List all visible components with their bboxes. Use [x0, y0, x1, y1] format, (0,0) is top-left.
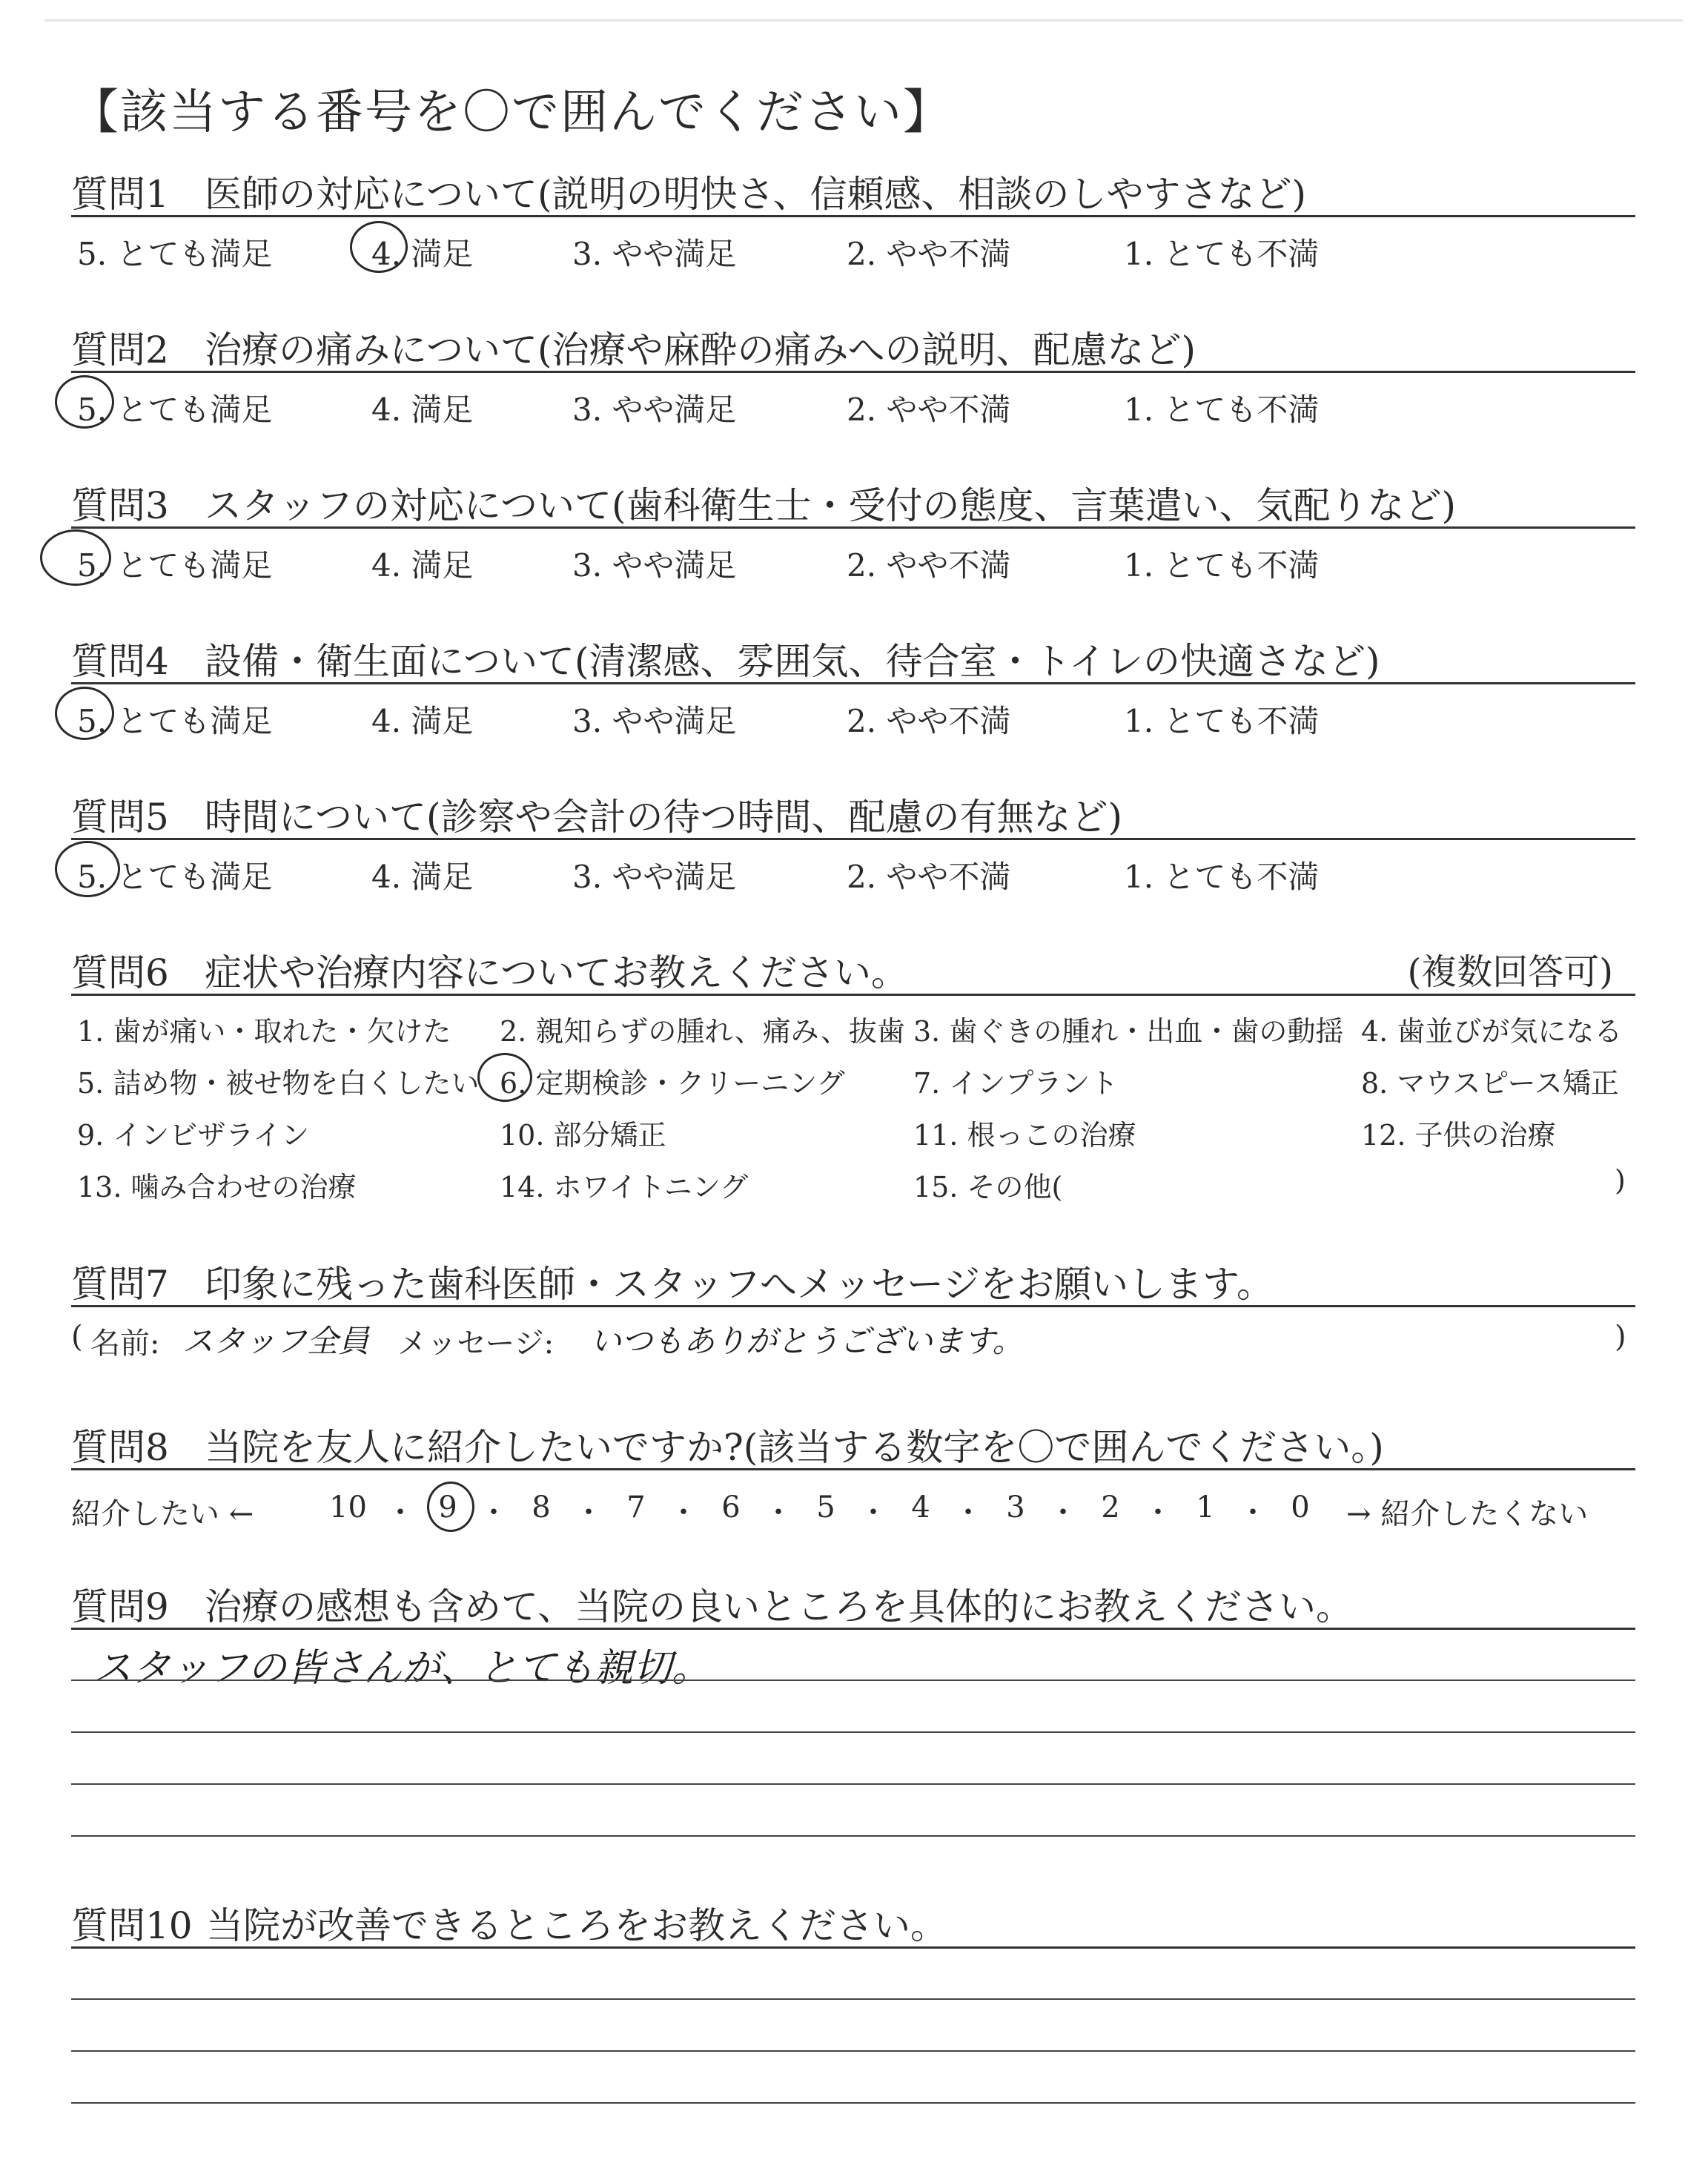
- q6-option-9[interactable]: 9. インビザライン: [77, 1119, 310, 1152]
- q6-option-11[interactable]: 11. 根っこの治療: [913, 1119, 1136, 1152]
- q4-option-3[interactable]: 3. やや満足: [572, 703, 737, 739]
- question-2-text: 治療の痛みについて(治療や麻酔の痛みへの説明、配慮など): [205, 328, 1196, 371]
- question-6-text: 症状や治療内容についてお教えください。: [205, 951, 908, 994]
- q3-option-5[interactable]: 5. とても満足: [77, 547, 273, 584]
- q4-option-1[interactable]: 1. とても不満: [1124, 703, 1320, 739]
- top-border: [44, 19, 1683, 22]
- q7-name-value[interactable]: スタッフ全員: [182, 1323, 370, 1359]
- q5-option-3[interactable]: 3. やや満足: [572, 859, 737, 895]
- q8-scale-8[interactable]: 8: [532, 1490, 551, 1525]
- question-10-text: 当院が改善できるところをお教えください。: [206, 1904, 947, 1947]
- q6-option-4[interactable]: 4. 歯並びが気になる: [1361, 1015, 1623, 1048]
- q8-left-label: 紹介したい ←: [71, 1497, 254, 1531]
- q8-scale-separator: ・: [1048, 1496, 1078, 1530]
- q1-option-3[interactable]: 3. やや満足: [572, 236, 737, 272]
- q10-answer-line: [71, 2102, 1635, 2104]
- q7-message-value[interactable]: いつもありがとうございます。: [590, 1323, 1024, 1359]
- q1-option-2[interactable]: 2. やや不満: [847, 236, 1011, 272]
- question-8-header: [71, 1409, 1635, 1470]
- q2-option-5[interactable]: 5. とても満足: [77, 392, 273, 428]
- q8-scale-5[interactable]: 5: [816, 1490, 835, 1525]
- q7-close-paren: ): [1615, 1320, 1626, 1354]
- question-9-header: [71, 1568, 1635, 1630]
- question-4-text: 設備・衛生面について(清潔感、雰囲気、待合室・トイレの快適さなど): [205, 640, 1380, 683]
- q10-answer-line: [71, 2050, 1635, 2052]
- question-7-number: 質問7: [71, 1263, 169, 1306]
- question-1-text: 医師の対応について(説明の明快さ、信頼感、相談のしやすさなど): [205, 173, 1307, 216]
- q5-option-1[interactable]: 1. とても不満: [1124, 859, 1320, 895]
- q6-option-15-close: ): [1615, 1164, 1626, 1197]
- question-1-header: [71, 156, 1635, 217]
- q1-selected-circle: [350, 221, 408, 273]
- q8-scale-separator: ・: [1143, 1496, 1173, 1530]
- q8-scale-separator: ・: [858, 1496, 888, 1530]
- q8-scale-0[interactable]: 0: [1291, 1490, 1310, 1525]
- q6-option-10[interactable]: 10. 部分矯正: [500, 1119, 666, 1152]
- q4-option-4[interactable]: 4. 満足: [371, 703, 474, 739]
- q4-selected-circle: [55, 687, 114, 740]
- q8-scale-3[interactable]: 3: [1006, 1490, 1025, 1525]
- question-4-number: 質問4: [71, 640, 169, 683]
- q8-scale-separator: ・: [669, 1496, 698, 1530]
- q9-answer-line: [71, 1731, 1635, 1733]
- q5-option-2[interactable]: 2. やや不満: [847, 859, 1011, 895]
- q8-scale-separator: ・: [574, 1496, 603, 1530]
- q9-answer-line: [71, 1680, 1635, 1681]
- question-5-text: 時間について(診察や会計の待つ時間、配慮の有無など): [205, 796, 1123, 839]
- q8-scale-4[interactable]: 4: [911, 1490, 930, 1525]
- q5-selected-circle: [55, 841, 120, 897]
- question-2-header: [71, 311, 1635, 373]
- question-6-number: 質問6: [71, 951, 169, 994]
- q6-option-15[interactable]: 15. その他(: [913, 1171, 1063, 1203]
- question-10-number: 質問10: [71, 1904, 193, 1947]
- question-6-note: (複数回答可): [1407, 951, 1613, 993]
- q8-scale-separator: ・: [764, 1496, 793, 1530]
- q9-answer-line: [71, 1783, 1635, 1785]
- q8-scale-9[interactable]: 9: [438, 1490, 457, 1525]
- q6-option-14[interactable]: 14. ホワイトニング: [500, 1171, 749, 1203]
- q9-answer[interactable]: スタッフの皆さんが、とても親切。: [93, 1646, 711, 1691]
- q7-name-label: 名前:: [90, 1327, 160, 1361]
- q6-option-6[interactable]: 6. 定期検診・クリーニング: [500, 1067, 845, 1100]
- q6-options-grid: [71, 1008, 1635, 1275]
- q6-option-2[interactable]: 2. 親知らずの腫れ、痛み、抜歯: [500, 1015, 905, 1048]
- q2-selected-circle: [55, 375, 114, 429]
- question-3-number: 質問3: [71, 484, 169, 527]
- q5-option-4[interactable]: 4. 満足: [371, 859, 474, 895]
- q6-option-12[interactable]: 12. 子供の治療: [1361, 1119, 1556, 1152]
- q6-option-5[interactable]: 5. 詰め物・被せ物を白くしたい: [77, 1067, 480, 1100]
- question-4-header: [71, 623, 1635, 684]
- q2-option-1[interactable]: 1. とても不満: [1124, 392, 1320, 428]
- q4-option-2[interactable]: 2. やや不満: [847, 703, 1011, 739]
- q8-scale-separator: ・: [953, 1496, 983, 1530]
- q4-option-5[interactable]: 5. とても満足: [77, 703, 273, 739]
- q7-open-paren: (: [71, 1320, 83, 1354]
- question-8-number: 質問8: [71, 1426, 169, 1469]
- q2-option-4[interactable]: 4. 満足: [371, 392, 474, 428]
- question-9-number: 質問9: [71, 1585, 169, 1628]
- question-9-text: 治療の感想も含めて、当院の良いところを具体的にお教えください。: [205, 1585, 1353, 1628]
- q6-option-3[interactable]: 3. 歯ぐきの腫れ・出血・歯の動揺: [913, 1015, 1344, 1048]
- question-2-number: 質問2: [71, 328, 169, 371]
- question-8-text: 当院を友人に紹介したいですか?(該当する数字を〇で囲んでください。): [205, 1426, 1384, 1469]
- question-6-header: [71, 934, 1635, 996]
- q6-option-8[interactable]: 8. マウスピース矯正: [1361, 1067, 1619, 1100]
- q8-scale-10[interactable]: 10: [329, 1490, 367, 1525]
- q6-option-7[interactable]: 7. インプラント: [913, 1067, 1119, 1100]
- question-3-text: スタッフの対応について(歯科衛生士・受付の態度、言葉遣い、気配りなど): [205, 484, 1457, 527]
- q5-option-5[interactable]: 5. とても満足: [77, 859, 273, 895]
- q7-message-label: メッセージ:: [397, 1327, 555, 1361]
- q10-answer-line: [71, 1998, 1635, 2000]
- question-1-number: 質問1: [71, 173, 169, 216]
- sheet-title: 【該当する番号を〇で囲んでください】: [71, 85, 952, 140]
- q8-scale-7[interactable]: 7: [626, 1490, 646, 1525]
- q9-answer-line: [71, 1835, 1635, 1837]
- q8-scale-separator: ・: [385, 1496, 415, 1530]
- question-3-header: [71, 467, 1635, 529]
- q8-right-label: → 紹介したくない: [1346, 1497, 1589, 1531]
- q6-option-1[interactable]: 1. 歯が痛い・取れた・欠けた: [77, 1015, 451, 1048]
- q3-option-4[interactable]: 4. 満足: [371, 547, 474, 584]
- q6-option-13[interactable]: 13. 噛み合わせの治療: [77, 1171, 357, 1203]
- q8-scale-separator: ・: [479, 1496, 509, 1530]
- question-7-text: 印象に残った歯科医師・スタッフへメッセージをお願いします。: [205, 1263, 1274, 1306]
- q3-option-3[interactable]: 3. やや満足: [572, 547, 737, 584]
- question-10-header: [71, 1887, 1635, 1949]
- q8-selected-circle: [427, 1482, 474, 1532]
- question-5-header: [71, 779, 1635, 840]
- q2-option-3[interactable]: 3. やや満足: [572, 392, 737, 428]
- q2-option-2[interactable]: 2. やや不満: [847, 392, 1011, 428]
- q8-scale-2[interactable]: 2: [1101, 1490, 1120, 1525]
- q3-selected-circle: [40, 529, 111, 586]
- q1-option-1[interactable]: 1. とても不満: [1124, 236, 1320, 272]
- q3-option-1[interactable]: 1. とても不満: [1124, 547, 1320, 584]
- question-5-number: 質問5: [71, 796, 169, 839]
- q8-scale-separator: ・: [1238, 1496, 1268, 1530]
- q6-selected-circle: [477, 1053, 532, 1102]
- q3-option-2[interactable]: 2. やや不満: [847, 547, 1011, 584]
- q8-scale-1[interactable]: 1: [1196, 1490, 1215, 1525]
- q8-scale-6[interactable]: 6: [721, 1490, 741, 1525]
- q1-option-5[interactable]: 5. とても満足: [77, 236, 273, 272]
- q1-option-4[interactable]: 4. 満足: [371, 236, 474, 272]
- question-7-header: [71, 1246, 1635, 1307]
